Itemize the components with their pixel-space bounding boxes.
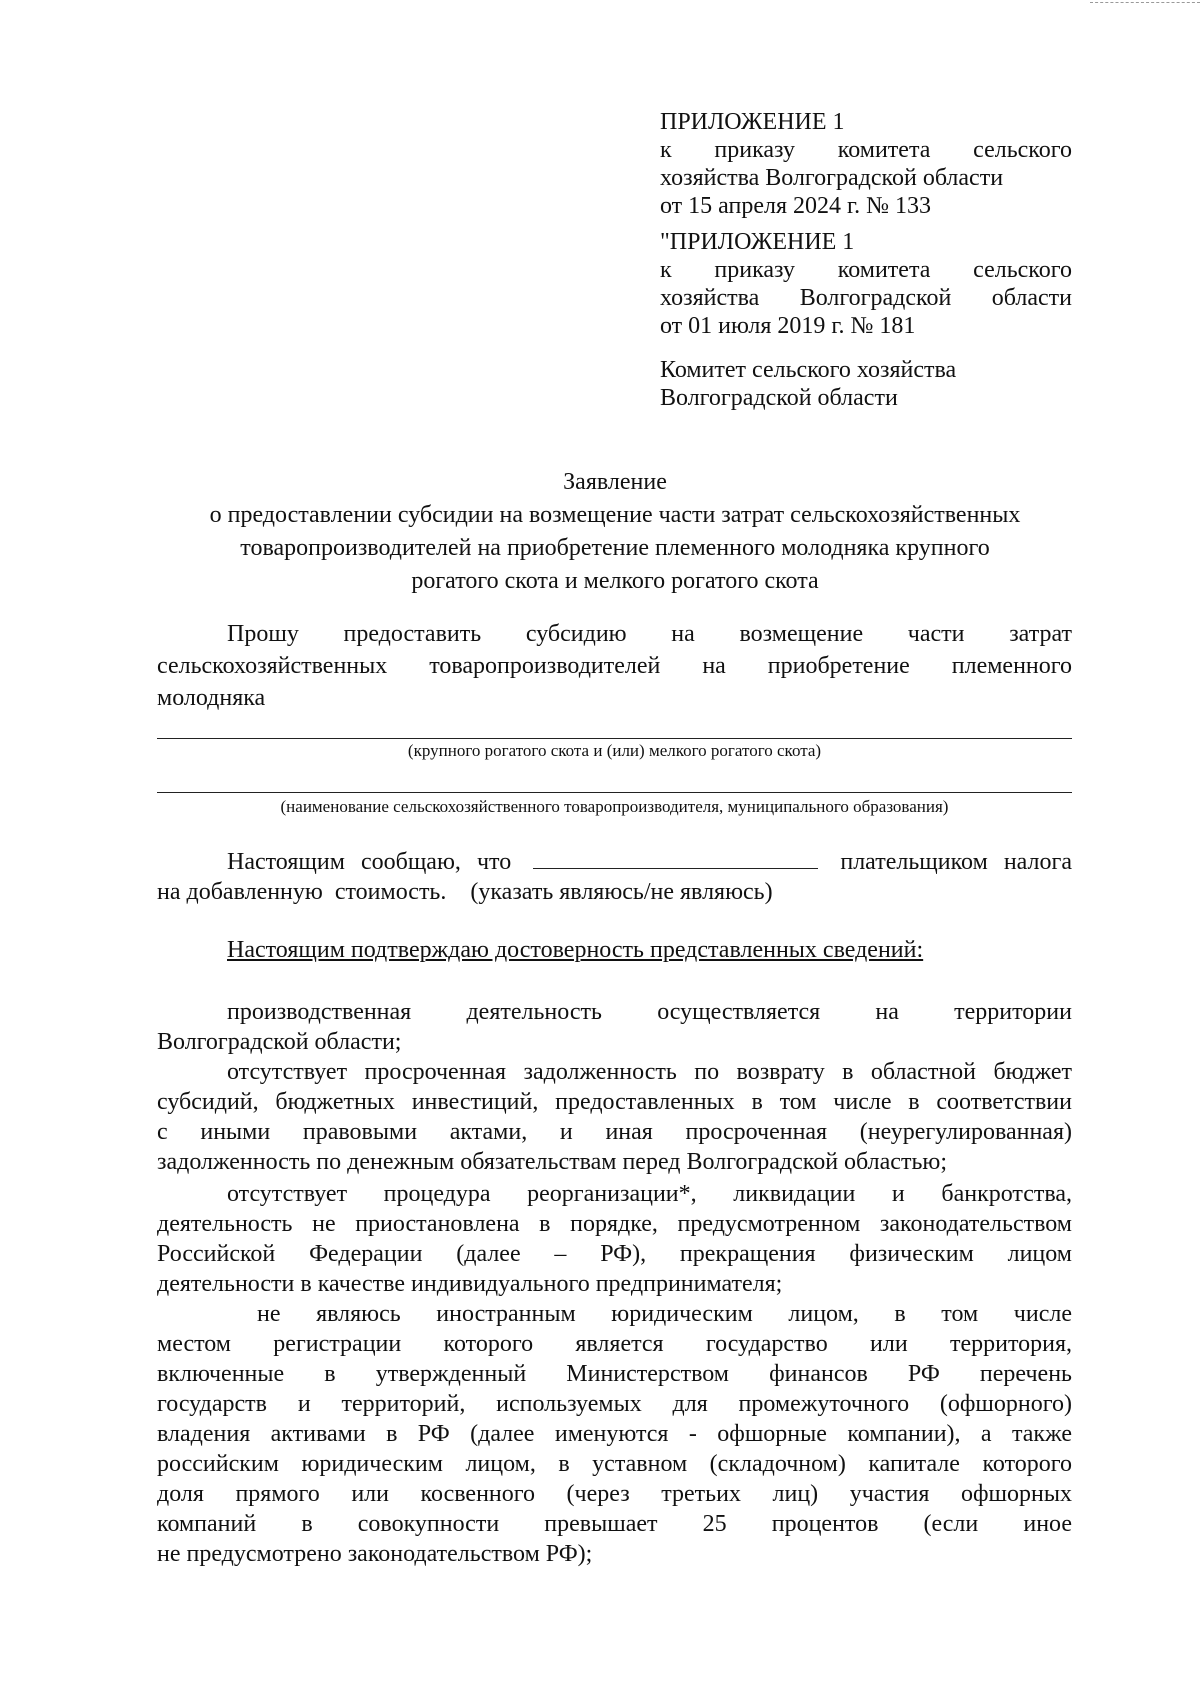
appendix-header-original [660, 228, 1072, 340]
text-line [157, 846, 1072, 876]
text-line: сельскохозяйственных товаропроизводителей на приобретение племенного [157, 653, 1072, 679]
text-line: не предусмотрено законодательством РФ); [157, 1541, 593, 1567]
title-line: товаропроизводителей на приобретение племенного молодняка крупного [240, 535, 990, 561]
title-heading: Заявление [563, 469, 667, 495]
title-line: о предоставлении субсидии на возмещение части затрат сельскохозяйственных [209, 502, 1021, 528]
text-line: компаний в совокупности превышает 25 процентов (если иное [157, 1511, 1072, 1537]
appendix-order-date: от 15 апреля 2024 г. № 133 [660, 193, 932, 219]
paragraph-no-reorganization [157, 1180, 1072, 1298]
addressee-line: Комитет сельского хозяйства [660, 357, 957, 383]
text-line: на добавленную стоимость. (указать являюсь/не являюсь) [157, 879, 773, 905]
vat-suffix: плательщиком налога [840, 849, 1073, 875]
text-line: с иными правовыми актами, и иная просроченная (неурегулированная) [157, 1119, 1072, 1145]
appendix-order-line: хозяйства Волгоградской области [660, 165, 1004, 191]
appendix-title: "ПРИЛОЖЕНИЕ 1 [660, 229, 855, 255]
addressee [660, 356, 1072, 412]
vat-statement [157, 846, 1072, 906]
text-line: субсидий, бюджетных инвестиций, предоставленных в том числе в соответствии [157, 1089, 1072, 1115]
appendix-order-date: от 01 июля 2019 г. № 181 [660, 313, 916, 339]
producer-fill-line[interactable] [157, 792, 1072, 793]
paragraph-no-debt [157, 1058, 1072, 1176]
scan-edge-mark [1090, 2, 1200, 6]
text-line: Российской Федерации (далее – РФ), прекращения физическим лицом [157, 1241, 1072, 1267]
text-line: российским юридическим лицом, в уставном (складочном) капитале которого [157, 1451, 1072, 1477]
text-line: не являюсь иностранным юридическим лицом, в том числе [257, 1301, 1072, 1327]
addressee-line: Волгоградской области [660, 385, 898, 411]
text-line: молодняка [157, 685, 266, 711]
livestock-caption: (крупного рогатого скота и (или) мелкого рогатого скота) [407, 741, 822, 760]
text-line: отсутствует процедура реорганизации*, ликвидации и банкротства, [227, 1181, 1072, 1207]
text-line: доля прямого или косвенного (через третьих лиц) участия офшорных [157, 1481, 1072, 1507]
document-title [150, 468, 1080, 595]
confirm-heading-wrap [157, 936, 1072, 964]
livestock-fill-line[interactable] [157, 738, 1072, 739]
text-line: Волгоградской области; [157, 1029, 402, 1055]
appendix-title: ПРИЛОЖЕНИЕ 1 [660, 109, 845, 135]
text-line: производственная деятельность осуществляется на территории [227, 999, 1072, 1025]
text-line: включенные в утвержденный Министерством финансов РФ перечень [157, 1361, 1072, 1387]
paragraph-territory [157, 998, 1072, 1056]
appendix-order-line: хозяйства Волгоградской области [660, 285, 1072, 311]
vat-prefix: Настоящим сообщаю, что [227, 849, 512, 875]
text-line: отсутствует просроченная задолженность по возврату в областной бюджет [227, 1059, 1072, 1085]
appendix-order-line: к приказу комитета сельского [660, 257, 1072, 283]
appendix-header-current [660, 108, 1072, 220]
text-line: деятельности в качестве индивидуального предпринимателя; [157, 1271, 783, 1297]
text-line: деятельность не приостановлена в порядке, предусмотренном законодательством [157, 1211, 1072, 1237]
appendix-order-line: к приказу комитета сельского [660, 137, 1072, 163]
text-line: владения активами в РФ (далее именуются - офшорные компании), а также [157, 1421, 1072, 1447]
paragraph-not-foreign [157, 1300, 1072, 1568]
text-line: Прошу предоставить субсидию на возмещение части затрат [227, 621, 1072, 647]
vat-status-blank[interactable] [533, 846, 818, 869]
confirm-heading: Настоящим подтверждаю достоверность представленных сведений: [227, 937, 924, 963]
request-paragraph [157, 620, 1072, 712]
text-line: местом регистрации которого является государство или территория, [157, 1331, 1072, 1357]
text-line: задолженность по денежным обязательствам перед Волгоградской областью; [157, 1149, 947, 1175]
producer-caption: (наименование сельскохозяйственного товаропроизводителя, муниципального образования) [280, 797, 949, 816]
title-line: рогатого скота и мелкого рогатого скота [411, 568, 819, 594]
text-line: государств и территорий, используемых для промежуточного (офшорного) [157, 1391, 1072, 1417]
